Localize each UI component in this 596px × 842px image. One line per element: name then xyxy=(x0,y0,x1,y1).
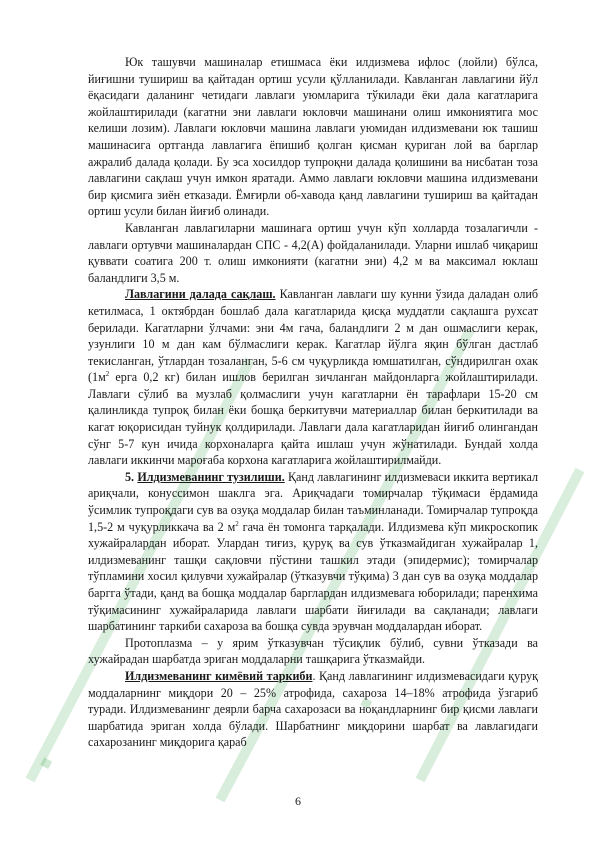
paragraph-4-text-b: гача ён томонга тарқалади. Илдизмева кўп микроскопик хужайралардан иборат. Улардан тиғиз, қуруқ ва сув ўтказмайдиган хужайралар 1, илдизмеванинг ташқи сақловчи пўстини ташкил этади (эпидермис); томирчалар тўпламини хосил қилувчи хужайралар (ўтказувчи тўқима) 3 дан сув ва озуқа моддалар баргга ўтади, қанд ва бошқа моддалар барглардан илдизмевага юборилади; паренхима тўқимасининг хужайраларида лавлаги шарбати йиғилади ва сақланади; лавлаги шарбатининг таркиби сахароза ва бошқа сувда эрувчан моддалардан иборат. xyxy=(88,519,538,634)
paragraph-5-text: Протоплазма – у ярим ўтказувчан тўсиқлик бўлиб, сувни ўтказади ва хужайрадан шарбатда эриган моддаларни ташқарига ўтказмайди. xyxy=(88,635,538,667)
superscript-2: 2 xyxy=(105,370,110,379)
section-number: 5. xyxy=(125,469,135,484)
section-heading-structure: Илдизмеванинг тузилиши. xyxy=(137,469,285,484)
section-heading-composition: Илдизмеванинг кимёвий таркиби xyxy=(125,668,313,683)
paragraph-6-text: . Қанд лавлагининг илдизмевасидаги қуруқ моддаларнинг миқдори 20 – 25% атрофида, сахароза 14–18% атрофида ўзгариб туради. Илдизмеванинг деярли барча сахарозаси ва ноқандларнинг бир қисми лавлаги шарбатида эриган холда бўлади. Шарбатнинг миқдорини шарбат ва лавлагидаги сахарозанинг миқдорига қараб xyxy=(88,668,539,750)
watermark-mark-1: · xyxy=(12,737,81,787)
body-text xyxy=(88,54,538,751)
watermark-mark-2: · xyxy=(332,677,401,727)
paragraph-3-text-a: Кавланган лавлаги шу кунни ўзида даладан олиб кетилмаса, 1 октябрдан бошлаб дала кагатларида қисқа муддатли сақлашга рухсат берилади. Кагатларни ўлчами: эни 4м гача, баландлиги 2 м дан ошмаслиги керак, узунлиги 10 м дан кам бўлмаслиги керак. Кагатлар йўлга яқин бўлган дастлаб текисланган, ўтлардан тозаланган, 5-6 см чуқурликда юмшатилган, сўндирилган охак (1м xyxy=(88,287,538,385)
paragraph-2-text: Кавланган лавлагиларни машинага ортиш учун кўп холларда тозалагичли - лавлаги ортувчи машиналардан СПС - 4,2(А) фойдаланилади. Уларни ишлаб чиқариш қуввати соатига 200 т. олиш имконияти (кагатни эни) 4,2 м ва максимал юклаш баландлиги 3,5 м. xyxy=(88,220,538,285)
paragraph-3-text-b: ерга 0,2 кг) билан ишлов берилган зичланган майдонларга жойлаштирилади. Лавлаги сўлиб ва музлаб қолмаслиги учун кагатларни ён тарафлари 15-20 см қалинликда тупроқ билан ёки бошқа беркитувчи материаллар билан беркитилади ва кагат юқорисидан туйнук қолдирилади. Лавлаги дала кагатларидан йиғиб олингандан сўнг 5-7 кун ичида корхоналарга қайта ишлаш учун жўнатилади. Бундай холда лавлаги иккинчи мароғаба корхона кагатларига жойлаштирилмайди. xyxy=(88,370,538,468)
paragraph-4-text-a: Қанд лавлагининг илдизмеваси иккита вертикал ариқчали, конуссимон шаклга эга. Ариқчадаги томирчалар тўқимаси ёрдамида ўсимлик тупроқдаги сув ва озуқа моддалар билан таъминланади. Томирчалар тупроқда 1,5-2 м чуқурликкача ва 2 м xyxy=(88,469,539,534)
paragraph-6 xyxy=(88,668,538,751)
page-number: 6 xyxy=(295,794,301,808)
paragraph-5 xyxy=(88,635,538,668)
section-heading-storage: Лавлагини далада сақлаш. xyxy=(125,287,276,302)
superscript-2-b: 2 xyxy=(235,519,239,528)
paragraph-2 xyxy=(88,220,538,286)
paragraph-4 xyxy=(88,469,538,635)
paragraph-1 xyxy=(88,54,538,220)
paragraph-3 xyxy=(88,286,538,469)
paragraph-1-text: Юк ташувчи машиналар етишмаса ёки илдизмева ифлос (лойли) бўлса, йиғишни тушириш ва қайтадан ортиш усули қўлланилади. Кавланган лавлагини йўл ёқасидаги даланинг четидаги лавлаги уюмларига тўкилади ёки дала кагатларига жойлаштирилади (кагатни эни лавлаги юкловчи машинани олиш имкониятига мос келиши лозим). Лавлаги юкловчи машина лавлаги уюмидан илдизмевани юк ташиш машинасига ортганда лавлагига ёпишиб қолган қисман қуриган лой ва барглар ажралиб далада қолади. Бу эса хосилдор тупроқни далада қолишини ва нисбатан тоза лавлагини сақлаш учун имкон яратади. Аммо лавлаги юкловчи машина илдизмевани бир қисмига зиён етказади. Ёмғирли об-хавода қанд лавлагини тушириш ва қайтадан ортиш усули билан йиғиб олинади. xyxy=(88,55,538,219)
